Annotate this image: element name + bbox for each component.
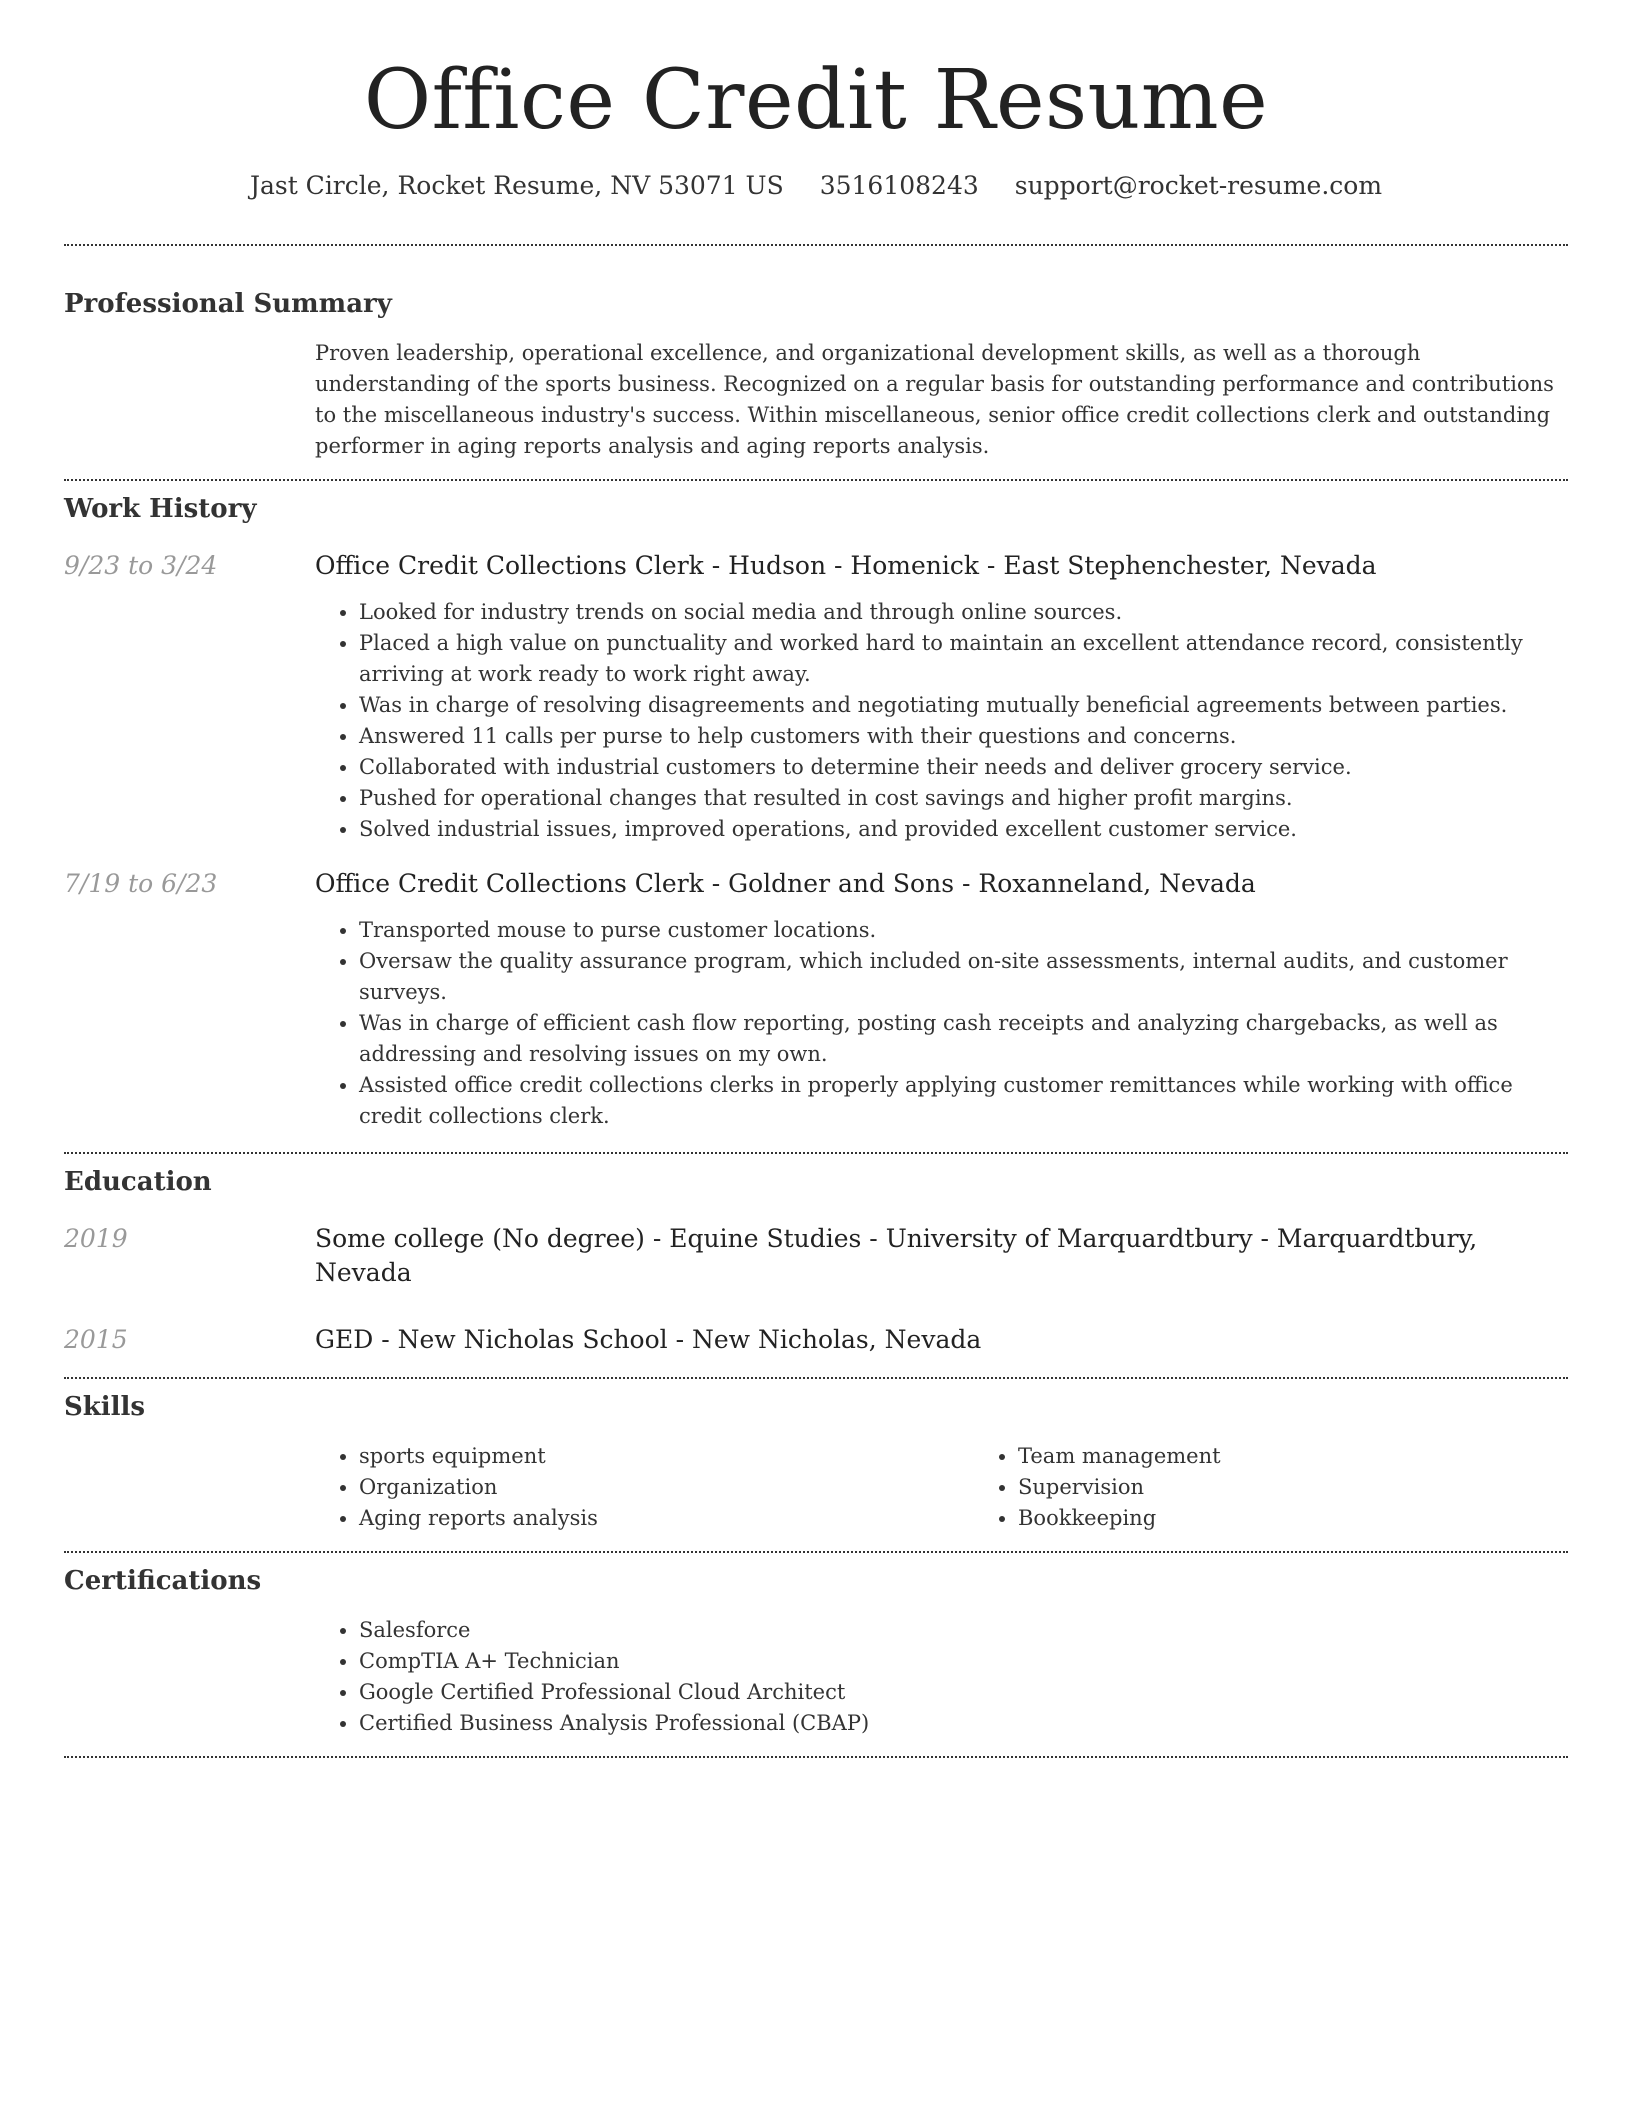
certification-item: • CompTIA A+ Technician [359, 1646, 1568, 1677]
skills-heading: Skills [64, 1392, 146, 1422]
job-bullet: • Looked for industry trends on social media and through online sources. [359, 597, 1568, 628]
education-text: GED - New Nicholas School - New Nicholas, Nevada [315, 1325, 982, 1354]
education-entry [64, 1323, 1568, 1357]
divider [64, 479, 1568, 481]
job-bullet: • Assisted office credit collections clerks in properly applying customer remittances while working with office credit collections clerk. [359, 1070, 1568, 1132]
job-bullet: • Placed a high value on punctuality and worked hard to maintain an excellent attendance record, consistently arriving at work ready to work right away. [359, 628, 1568, 690]
skills-grid [315, 1441, 1568, 1534]
education-date: 2019 [64, 1224, 128, 1253]
certification-item: • Google Certified Professional Cloud Architect [359, 1677, 1568, 1708]
skills-list-right [974, 1441, 1632, 1534]
skills-list-left [315, 1441, 974, 1534]
job-bullet: • Pushed for operational changes that resulted in cost savings and higher profit margins. [359, 783, 1568, 814]
skill-item: • sports equipment [359, 1441, 974, 1472]
work-history-section [64, 491, 1568, 1132]
job-bullet: • Transported mouse to purse customer locations. [359, 915, 1568, 946]
education-heading: Education [64, 1167, 212, 1197]
certification-item: • Salesforce [359, 1615, 1568, 1646]
job-bullet: • Was in charge of efficient cash flow reporting, posting cash receipts and analyzing chargebacks, as well as addressing and resolving issues on my own. [359, 1008, 1568, 1070]
contact-phone: 3516108243 [819, 171, 979, 200]
job-bullets [315, 915, 1568, 1132]
work-history-heading: Work History [64, 494, 257, 524]
certification-item: • Certified Business Analysis Professional (CBAP) [359, 1708, 1568, 1739]
job-bullet: • Solved industrial issues, improved operations, and provided excellent customer service. [359, 814, 1568, 845]
resume-title: Office Credit Resume [363, 53, 1269, 148]
certifications-section [64, 1563, 1568, 1739]
job-dates: 9/23 to 3/24 [64, 551, 218, 580]
contact-email: support@rocket-resume.com [1014, 171, 1383, 200]
summary-heading: Professional Summary [64, 289, 392, 319]
job-bullet: • Answered 11 calls per purse to help customers with their questions and concerns. [359, 721, 1568, 752]
job-bullet: • Was in charge of resolving disagreements and negotiating mutually beneficial agreements between parties. [359, 690, 1568, 721]
job-title: Office Credit Collections Clerk - Hudson - Homenick - East Stephenchester, Nevada [315, 551, 1377, 580]
education-date: 2015 [64, 1325, 128, 1354]
divider [64, 1756, 1568, 1758]
resume-page [64, 0, 1568, 1758]
education-text: Some college (No degree) - Equine Studies - University of Marquardtbury - Marquardtbury, Nevada [315, 1224, 1478, 1287]
education-entry [64, 1222, 1568, 1290]
divider [64, 1377, 1568, 1379]
skills-section [64, 1389, 1568, 1534]
divider [64, 244, 1568, 246]
education-section [64, 1164, 1568, 1357]
job-bullets [315, 597, 1568, 845]
certifications-list [315, 1615, 1568, 1739]
skill-item: • Supervision [1018, 1472, 1632, 1503]
skill-item: • Organization [359, 1472, 974, 1503]
certifications-block [315, 1615, 1568, 1739]
skill-item: • Bookkeeping [1018, 1503, 1632, 1534]
summary-section [64, 286, 1568, 462]
job-entry [64, 867, 1568, 1132]
job-title: Office Credit Collections Clerk - Goldner and Sons - Roxanneland, Nevada [315, 869, 1256, 898]
job-dates: 7/19 to 6/23 [64, 869, 218, 898]
job-bullet: • Oversaw the quality assurance program, which included on-site assessments, internal audits, and customer surveys. [359, 946, 1568, 1008]
contact-line [64, 168, 1568, 204]
job-entry [64, 549, 1568, 845]
divider [64, 1551, 1568, 1553]
summary-text: Proven leadership, operational excellence, and organizational development skills, as well as a thorough understanding of the sports business. Recognized on a regular basis for outstanding performance and contributions to the miscellaneous industry's success. Within miscellaneous, senior office credit collections clerk and outstanding performer in aging reports analysis and aging reports analysis. [315, 341, 1554, 458]
divider [64, 1152, 1568, 1154]
job-bullet: • Collaborated with industrial customers to determine their needs and deliver grocery service. [359, 752, 1568, 783]
skill-item: • Team management [1018, 1441, 1632, 1472]
skill-item: • Aging reports analysis [359, 1503, 974, 1534]
certifications-heading: Certifications [64, 1566, 262, 1596]
contact-address: Jast Circle, Rocket Resume, NV 53071 US [249, 171, 784, 200]
